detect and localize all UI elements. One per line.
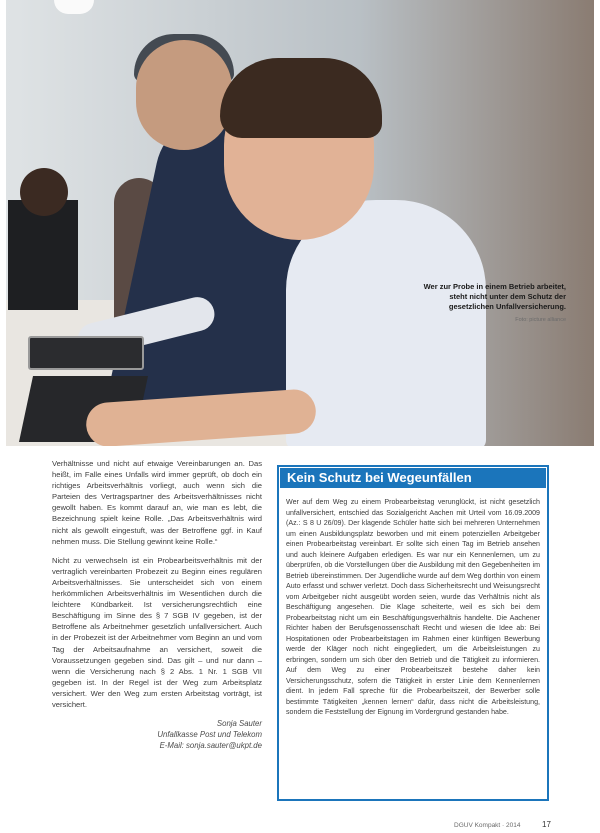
author-email: E-Mail: sonja.sauter@ukpt.de xyxy=(159,741,262,751)
tablet-device xyxy=(28,336,144,370)
caption-text: Wer zur Probe in einem Betrieb arbeitet, steht nicht unter dem Schutz der gesetzlichen Unfallversicherung. xyxy=(423,282,566,311)
author-organization: Unfallkasse Post und Telekom xyxy=(157,730,262,740)
publication-footer: DGUV Kompakt · 2014 xyxy=(454,822,521,829)
article-paragraph: Nicht zu verwechseln ist ein Probearbeitsverhältnis mit der vertraglich vereinbarten Probezeit zu Beginn eines regulären Arbeitsverhältnisses. Sie unterscheidet sich von einem herkömmlichen Arbeitsverhältnis im Wesentlichen durch die leichtere Kündbarkeit. Ist versicherungsrechtlich eine Beschäftigung im Sinne des § 7 SGB IV gegeben, ist der Betroffene als Arbeitnehmer gesetzlich unfallversichert. Auch in der Probezeit ist der Arbeitnehmer vom Beginn an und vom Tag der Arbeitsaufnahme an versichert, soweit die Voraussetzungen gegeben sind. Das gilt – und nur dann – wenn die Versicherung nach § 2 Abs. 1 Nr. 1 SGB VII gegeben ist. In der Regel ist der Weg zum Arbeitsplatz versichert. Wer den Weg zum ersten Arbeitstag vorträgt, ist versichert. xyxy=(52,555,262,709)
photo-credit: Foto: picture alliance xyxy=(515,317,566,323)
info-box xyxy=(277,465,549,801)
article-paragraph: Verhältnisse und nicht auf etwaige Vereinbarungen an. Das heißt, im Falle eines Unfalls wird immer geprüft, ob doch ein richtiges Arbeitsverhältnis vorliegt, auch wenn sich die Parteien des Vertragspartner des Arbeitsverhältnisses nicht gewollt haben. Es kommt darauf an, wie man es lebt, die Bezeichnung spielt keine Rolle. „Das Arbeitsverhältnis wird nicht als gewollt eingestuft, was der Betroffene ggf. in Kauf nehmen muss. Die Stellung gewinnt keine Rolle.“ xyxy=(52,459,262,546)
instructor-head xyxy=(136,40,232,150)
computer-monitor xyxy=(8,200,78,310)
background-person xyxy=(20,168,68,216)
page-number: 17 xyxy=(542,820,551,829)
trainee-hair xyxy=(220,58,382,138)
info-box-text: Wer auf dem Weg zu einem Probearbeitstag verunglückt, ist nicht gesetzlich unfallversichert, entschied das Sozialgericht Aachen mit Urteil vom 16.09.2009 (Az.: S 8 U 26/09). Der klagende Schüler hatte sich bei mehreren Unternehmen um einen Ausbildungsplatz beworben und mit einem potenziellen Arbeitgeber einen Probearbeitstag vereinbart. Er sollte sich einen Tag im Betrieb ansehen und auch kleinere Aufgaben erledigen. Es war nur ein Kennenlernen, um zu überprüfen, ob die Vorstellungen über die Ausbildung mit den Gegebenheiten im Betrieb übereinstimmen. Der Jugendliche wurde auf dem Weg dorthin von einem Auto erfasst und schwer verletzt. Doch dass Sicherheitsrecht und Weisungsrecht vom Arbeitgeber nicht ausgeübt worden seien, wurde das Verhältnis nicht als Beschäftigung angesehen. Die Klage scheiterte, weil es sich bei dem Probearbeitstag nicht um ein Beschäftigungsverhältnis handelte. Die Aachener Richter haben der Berufsgenossenschaft Recht und wiesen die Idee ab: Bei Hospitationen oder Probearbeitstagen im Rahmen einer künftigen Bewerbung werde der Kläger noch nicht eingegliedert, um die Arbeitsleistungen zu erbringen, sondern um sich über den Betrieb und die Tätigkeit zu informieren. Auf dem Weg zu einer Probearbeitszeit bestehe daher kein Versicherungsschutz, sofern die Tätigkeit in erster Linie dem Kennenlernen dient. In jedem Fall spreche für die Probearbeitszeit, der Bewerber solle bestimmte Tätigkeiten „kennen lernen“ dafür, dass nicht die Arbeitsleistung, sondern die Feststellung der Eignung im Vordergrund gestanden habe. xyxy=(286,498,540,716)
author-name: Sonja Sauter xyxy=(216,719,262,729)
photo-caption xyxy=(416,282,566,325)
article-photo xyxy=(6,0,594,446)
author-signature xyxy=(52,718,262,751)
article-column xyxy=(52,458,262,751)
info-box-title: Kein Schutz bei Wegeunfällen xyxy=(280,468,546,488)
